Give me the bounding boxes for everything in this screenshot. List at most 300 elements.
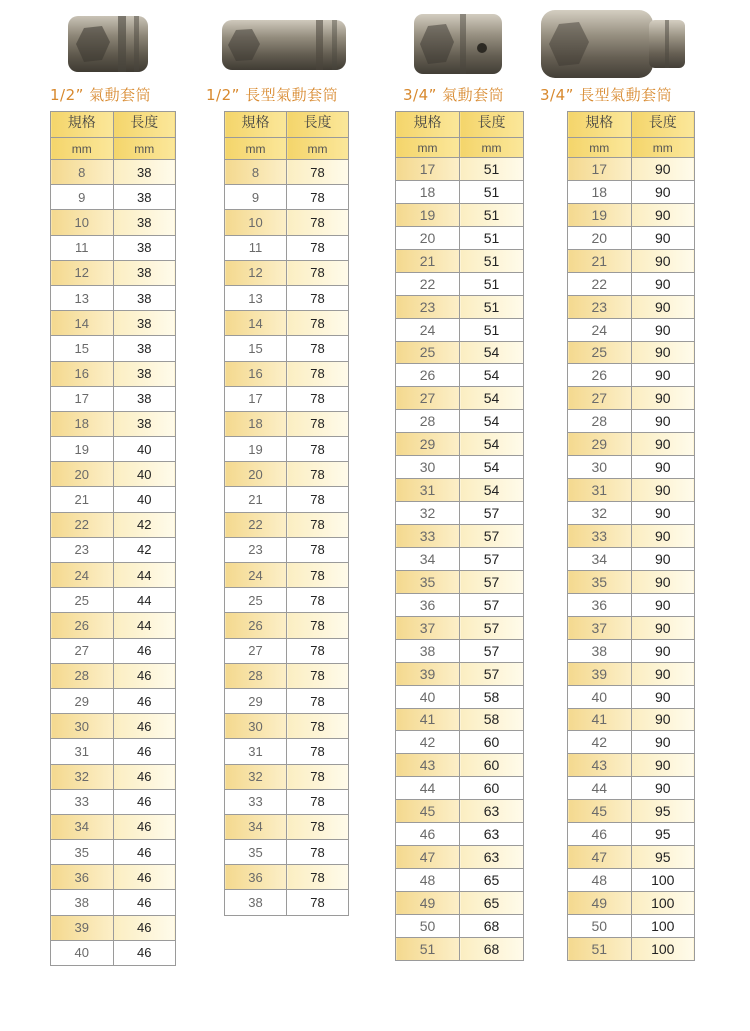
size-cell: 26	[396, 364, 460, 387]
size-cell: 35	[51, 840, 114, 865]
table-row	[225, 160, 349, 185]
group-title-3: 3/4” 氣動套筒	[403, 86, 505, 104]
table-row	[225, 638, 349, 663]
size-cell: 23	[568, 295, 632, 318]
length-cell: 90	[631, 272, 695, 295]
length-cell: 38	[113, 386, 176, 411]
size-cell: 21	[51, 487, 114, 512]
length-cell: 60	[460, 731, 524, 754]
table-row	[225, 210, 349, 235]
size-cell: 28	[396, 410, 460, 433]
size-cell: 28	[225, 663, 287, 688]
size-cell: 10	[225, 210, 287, 235]
size-cell: 17	[396, 158, 460, 181]
size-cell: 22	[568, 272, 632, 295]
length-cell: 42	[113, 512, 176, 537]
size-cell: 50	[568, 914, 632, 937]
length-cell: 38	[113, 160, 176, 185]
length-cell: 90	[631, 387, 695, 410]
length-cell: 90	[631, 456, 695, 479]
table-row	[568, 433, 695, 456]
size-cell: 51	[396, 937, 460, 960]
table-row	[225, 311, 349, 336]
length-cell: 65	[460, 869, 524, 892]
size-cell: 30	[225, 714, 287, 739]
length-cell: 78	[287, 814, 349, 839]
length-cell: 46	[113, 940, 176, 965]
table-row	[396, 914, 524, 937]
size-cell: 44	[568, 777, 632, 800]
length-header: 長度	[631, 112, 695, 138]
table-row	[568, 272, 695, 295]
table-row	[51, 563, 176, 588]
header-row	[396, 112, 524, 138]
length-cell: 78	[287, 563, 349, 588]
length-cell: 90	[631, 341, 695, 364]
table-row	[568, 502, 695, 525]
table-row	[396, 662, 524, 685]
size-cell: 37	[568, 616, 632, 639]
table-row	[51, 537, 176, 562]
length-cell: 78	[287, 411, 349, 436]
table-row	[51, 638, 176, 663]
length-cell: 78	[287, 160, 349, 185]
size-cell: 8	[225, 160, 287, 185]
table-row	[568, 341, 695, 364]
spec-table-2	[224, 111, 349, 916]
size-cell: 31	[568, 479, 632, 502]
size-cell: 34	[568, 547, 632, 570]
length-cell: 78	[287, 714, 349, 739]
size-cell: 46	[396, 823, 460, 846]
table-row	[51, 336, 176, 361]
length-cell: 46	[113, 739, 176, 764]
table-row	[568, 158, 695, 181]
size-cell: 39	[51, 915, 114, 940]
size-cell: 38	[568, 639, 632, 662]
table-row	[396, 387, 524, 410]
table-row	[396, 502, 524, 525]
length-cell: 90	[631, 318, 695, 341]
length-cell: 78	[287, 739, 349, 764]
length-cell: 46	[113, 915, 176, 940]
length-cell: 78	[287, 638, 349, 663]
length-cell: 51	[460, 249, 524, 272]
size-cell: 27	[225, 638, 287, 663]
table-row	[396, 456, 524, 479]
unit-row	[225, 138, 349, 160]
table-row	[225, 235, 349, 260]
length-cell: 100	[631, 892, 695, 915]
size-cell: 37	[396, 616, 460, 639]
table-row	[51, 865, 176, 890]
table-row	[396, 800, 524, 823]
table-row	[225, 814, 349, 839]
size-cell: 33	[396, 525, 460, 548]
table-row	[225, 260, 349, 285]
table-row	[225, 462, 349, 487]
table-row	[51, 814, 176, 839]
length-cell: 90	[631, 708, 695, 731]
table-row	[396, 846, 524, 869]
table-row	[225, 865, 349, 890]
length-cell: 68	[460, 914, 524, 937]
size-cell: 17	[225, 386, 287, 411]
size-cell: 20	[568, 226, 632, 249]
table-row	[51, 160, 176, 185]
length-cell: 54	[460, 456, 524, 479]
table-row	[51, 512, 176, 537]
length-cell: 57	[460, 502, 524, 525]
length-cell: 46	[113, 814, 176, 839]
length-cell: 78	[287, 437, 349, 462]
length-cell: 54	[460, 410, 524, 433]
length-cell: 60	[460, 754, 524, 777]
length-cell: 78	[287, 210, 349, 235]
length-cell: 78	[287, 336, 349, 361]
length-cell: 78	[287, 285, 349, 310]
size-cell: 14	[51, 311, 114, 336]
size-cell: 46	[568, 823, 632, 846]
length-cell: 78	[287, 588, 349, 613]
length-cell: 46	[113, 663, 176, 688]
size-cell: 20	[51, 462, 114, 487]
table-row	[396, 410, 524, 433]
table-row	[568, 937, 695, 960]
size-cell: 19	[51, 437, 114, 462]
size-cell: 23	[225, 537, 287, 562]
table-row	[396, 777, 524, 800]
length-cell: 38	[113, 185, 176, 210]
size-cell: 11	[51, 235, 114, 260]
size-cell: 18	[396, 180, 460, 203]
table-row	[568, 249, 695, 272]
size-cell: 24	[51, 563, 114, 588]
table-row	[225, 739, 349, 764]
length-cell: 90	[631, 502, 695, 525]
length-cell: 78	[287, 260, 349, 285]
size-cell: 22	[225, 512, 287, 537]
size-cell: 27	[568, 387, 632, 410]
table-row	[396, 754, 524, 777]
size-cell: 28	[568, 410, 632, 433]
size-cell: 36	[225, 865, 287, 890]
length-cell: 90	[631, 180, 695, 203]
length-cell: 90	[631, 777, 695, 800]
table-row	[225, 411, 349, 436]
group-title-4: 3/4” 長型氣動套筒	[540, 86, 673, 104]
table-row	[51, 890, 176, 915]
length-cell: 46	[113, 865, 176, 890]
size-cell: 30	[396, 456, 460, 479]
length-cell: 95	[631, 823, 695, 846]
size-cell: 32	[51, 764, 114, 789]
table-row	[396, 479, 524, 502]
length-cell: 78	[287, 235, 349, 260]
table-row	[568, 639, 695, 662]
length-cell: 78	[287, 890, 349, 915]
table-row	[396, 203, 524, 226]
length-cell: 90	[631, 226, 695, 249]
size-cell: 40	[568, 685, 632, 708]
length-cell: 78	[287, 386, 349, 411]
size-cell: 23	[396, 295, 460, 318]
table-row	[396, 869, 524, 892]
length-cell: 78	[287, 512, 349, 537]
size-cell: 29	[568, 433, 632, 456]
size-cell: 26	[225, 613, 287, 638]
length-cell: 38	[113, 411, 176, 436]
size-cell: 20	[396, 226, 460, 249]
length-cell: 90	[631, 249, 695, 272]
table-row	[51, 915, 176, 940]
table-row	[568, 410, 695, 433]
length-cell: 38	[113, 210, 176, 235]
size-cell: 29	[51, 688, 114, 713]
table-row	[396, 731, 524, 754]
size-cell: 16	[225, 361, 287, 386]
size-cell: 25	[396, 341, 460, 364]
size-cell: 19	[396, 203, 460, 226]
table-row	[51, 386, 176, 411]
size-cell: 33	[568, 525, 632, 548]
spec-table-1	[50, 111, 176, 966]
length-cell: 46	[113, 688, 176, 713]
length-cell: 51	[460, 226, 524, 249]
length-cell: 38	[113, 311, 176, 336]
size-cell: 25	[225, 588, 287, 613]
size-cell: 13	[51, 285, 114, 310]
length-cell: 38	[113, 285, 176, 310]
table-row	[225, 764, 349, 789]
size-cell: 10	[51, 210, 114, 235]
table-row	[51, 487, 176, 512]
table-row	[568, 180, 695, 203]
size-cell: 49	[396, 892, 460, 915]
length-cell: 57	[460, 547, 524, 570]
length-cell: 78	[287, 185, 349, 210]
table-row	[225, 336, 349, 361]
length-cell: 57	[460, 525, 524, 548]
table-row	[225, 663, 349, 688]
socket-illustration-1	[62, 10, 154, 78]
size-unit: mm	[225, 138, 287, 160]
length-cell: 90	[631, 295, 695, 318]
table-row	[568, 525, 695, 548]
length-cell: 78	[287, 764, 349, 789]
table-row	[568, 570, 695, 593]
table-row	[225, 714, 349, 739]
table-row	[51, 260, 176, 285]
size-cell: 42	[568, 731, 632, 754]
size-cell: 42	[396, 731, 460, 754]
length-cell: 57	[460, 593, 524, 616]
size-cell: 25	[568, 341, 632, 364]
table-row	[51, 613, 176, 638]
length-cell: 46	[113, 789, 176, 814]
size-cell: 19	[225, 437, 287, 462]
length-unit: mm	[287, 138, 349, 160]
size-cell: 31	[225, 739, 287, 764]
size-cell: 12	[225, 260, 287, 285]
table-row	[51, 210, 176, 235]
table-row	[396, 570, 524, 593]
table-row	[225, 890, 349, 915]
table-row	[568, 547, 695, 570]
length-cell: 90	[631, 616, 695, 639]
size-cell: 17	[51, 386, 114, 411]
size-cell: 43	[568, 754, 632, 777]
size-cell: 31	[396, 479, 460, 502]
spec-table-3	[395, 111, 524, 961]
table-row	[396, 226, 524, 249]
size-unit: mm	[51, 138, 114, 160]
size-cell: 20	[225, 462, 287, 487]
table-row	[51, 688, 176, 713]
length-cell: 100	[631, 869, 695, 892]
size-cell: 45	[568, 800, 632, 823]
spec-table-4	[567, 111, 695, 961]
size-cell: 32	[568, 502, 632, 525]
length-unit: mm	[631, 138, 695, 158]
length-cell: 40	[113, 437, 176, 462]
table-row	[225, 588, 349, 613]
length-cell: 51	[460, 158, 524, 181]
table-row	[568, 685, 695, 708]
size-cell: 18	[51, 411, 114, 436]
length-cell: 65	[460, 892, 524, 915]
length-cell: 90	[631, 570, 695, 593]
size-cell: 36	[51, 865, 114, 890]
length-cell: 90	[631, 754, 695, 777]
length-cell: 90	[631, 158, 695, 181]
size-cell: 41	[568, 708, 632, 731]
table-row	[51, 361, 176, 386]
table-row	[396, 433, 524, 456]
size-unit: mm	[568, 138, 632, 158]
socket-illustration-4	[537, 6, 691, 82]
length-unit: mm	[460, 138, 524, 158]
size-header: 規格	[225, 112, 287, 138]
table-row	[568, 593, 695, 616]
length-cell: 78	[287, 361, 349, 386]
length-cell: 95	[631, 800, 695, 823]
table-row	[51, 185, 176, 210]
length-cell: 51	[460, 180, 524, 203]
table-row	[568, 616, 695, 639]
table-row	[568, 479, 695, 502]
size-cell: 41	[396, 708, 460, 731]
table-row	[51, 764, 176, 789]
size-cell: 9	[225, 185, 287, 210]
table-row	[396, 158, 524, 181]
size-cell: 22	[51, 512, 114, 537]
length-cell: 90	[631, 525, 695, 548]
size-cell: 16	[51, 361, 114, 386]
length-cell: 63	[460, 800, 524, 823]
size-cell: 34	[396, 547, 460, 570]
length-cell: 78	[287, 663, 349, 688]
size-cell: 34	[225, 814, 287, 839]
length-cell: 90	[631, 203, 695, 226]
size-cell: 32	[396, 502, 460, 525]
size-cell: 28	[51, 663, 114, 688]
length-unit: mm	[113, 138, 176, 160]
table-row	[396, 272, 524, 295]
size-cell: 21	[396, 249, 460, 272]
length-cell: 54	[460, 387, 524, 410]
socket-illustration-2	[218, 14, 350, 76]
socket-illustration-3	[410, 10, 506, 78]
table-row	[51, 940, 176, 965]
length-cell: 90	[631, 364, 695, 387]
size-cell: 29	[225, 688, 287, 713]
table-row	[225, 361, 349, 386]
size-cell: 9	[51, 185, 114, 210]
table-row	[51, 311, 176, 336]
size-cell: 27	[396, 387, 460, 410]
length-cell: 44	[113, 563, 176, 588]
size-cell: 36	[396, 593, 460, 616]
table-row	[225, 185, 349, 210]
length-cell: 68	[460, 937, 524, 960]
size-cell: 39	[396, 662, 460, 685]
table-row	[51, 235, 176, 260]
length-cell: 40	[113, 462, 176, 487]
length-cell: 78	[287, 613, 349, 638]
table-row	[396, 318, 524, 341]
size-cell: 25	[51, 588, 114, 613]
table-row	[225, 512, 349, 537]
table-row	[51, 411, 176, 436]
size-cell: 19	[568, 203, 632, 226]
size-cell: 38	[225, 890, 287, 915]
length-cell: 78	[287, 688, 349, 713]
table-row	[225, 437, 349, 462]
table-row	[51, 462, 176, 487]
table-row	[568, 823, 695, 846]
table-row	[225, 688, 349, 713]
length-cell: 78	[287, 789, 349, 814]
size-cell: 22	[396, 272, 460, 295]
size-cell: 48	[396, 869, 460, 892]
size-cell: 11	[225, 235, 287, 260]
size-cell: 43	[396, 754, 460, 777]
table-row	[568, 800, 695, 823]
length-cell: 90	[631, 685, 695, 708]
length-cell: 78	[287, 487, 349, 512]
table-row	[225, 386, 349, 411]
table-row	[396, 639, 524, 662]
length-cell: 57	[460, 662, 524, 685]
table-row	[396, 616, 524, 639]
length-cell: 90	[631, 433, 695, 456]
group-title-1: 1/2” 氣動套筒	[50, 86, 152, 104]
size-cell: 32	[225, 764, 287, 789]
table-row	[396, 180, 524, 203]
length-cell: 46	[113, 890, 176, 915]
table-row	[396, 937, 524, 960]
table-row	[568, 708, 695, 731]
table-row	[51, 714, 176, 739]
length-cell: 44	[113, 613, 176, 638]
unit-row	[568, 138, 695, 158]
length-cell: 78	[287, 865, 349, 890]
table-row	[568, 387, 695, 410]
size-cell: 13	[225, 285, 287, 310]
table-row	[396, 708, 524, 731]
length-cell: 60	[460, 777, 524, 800]
